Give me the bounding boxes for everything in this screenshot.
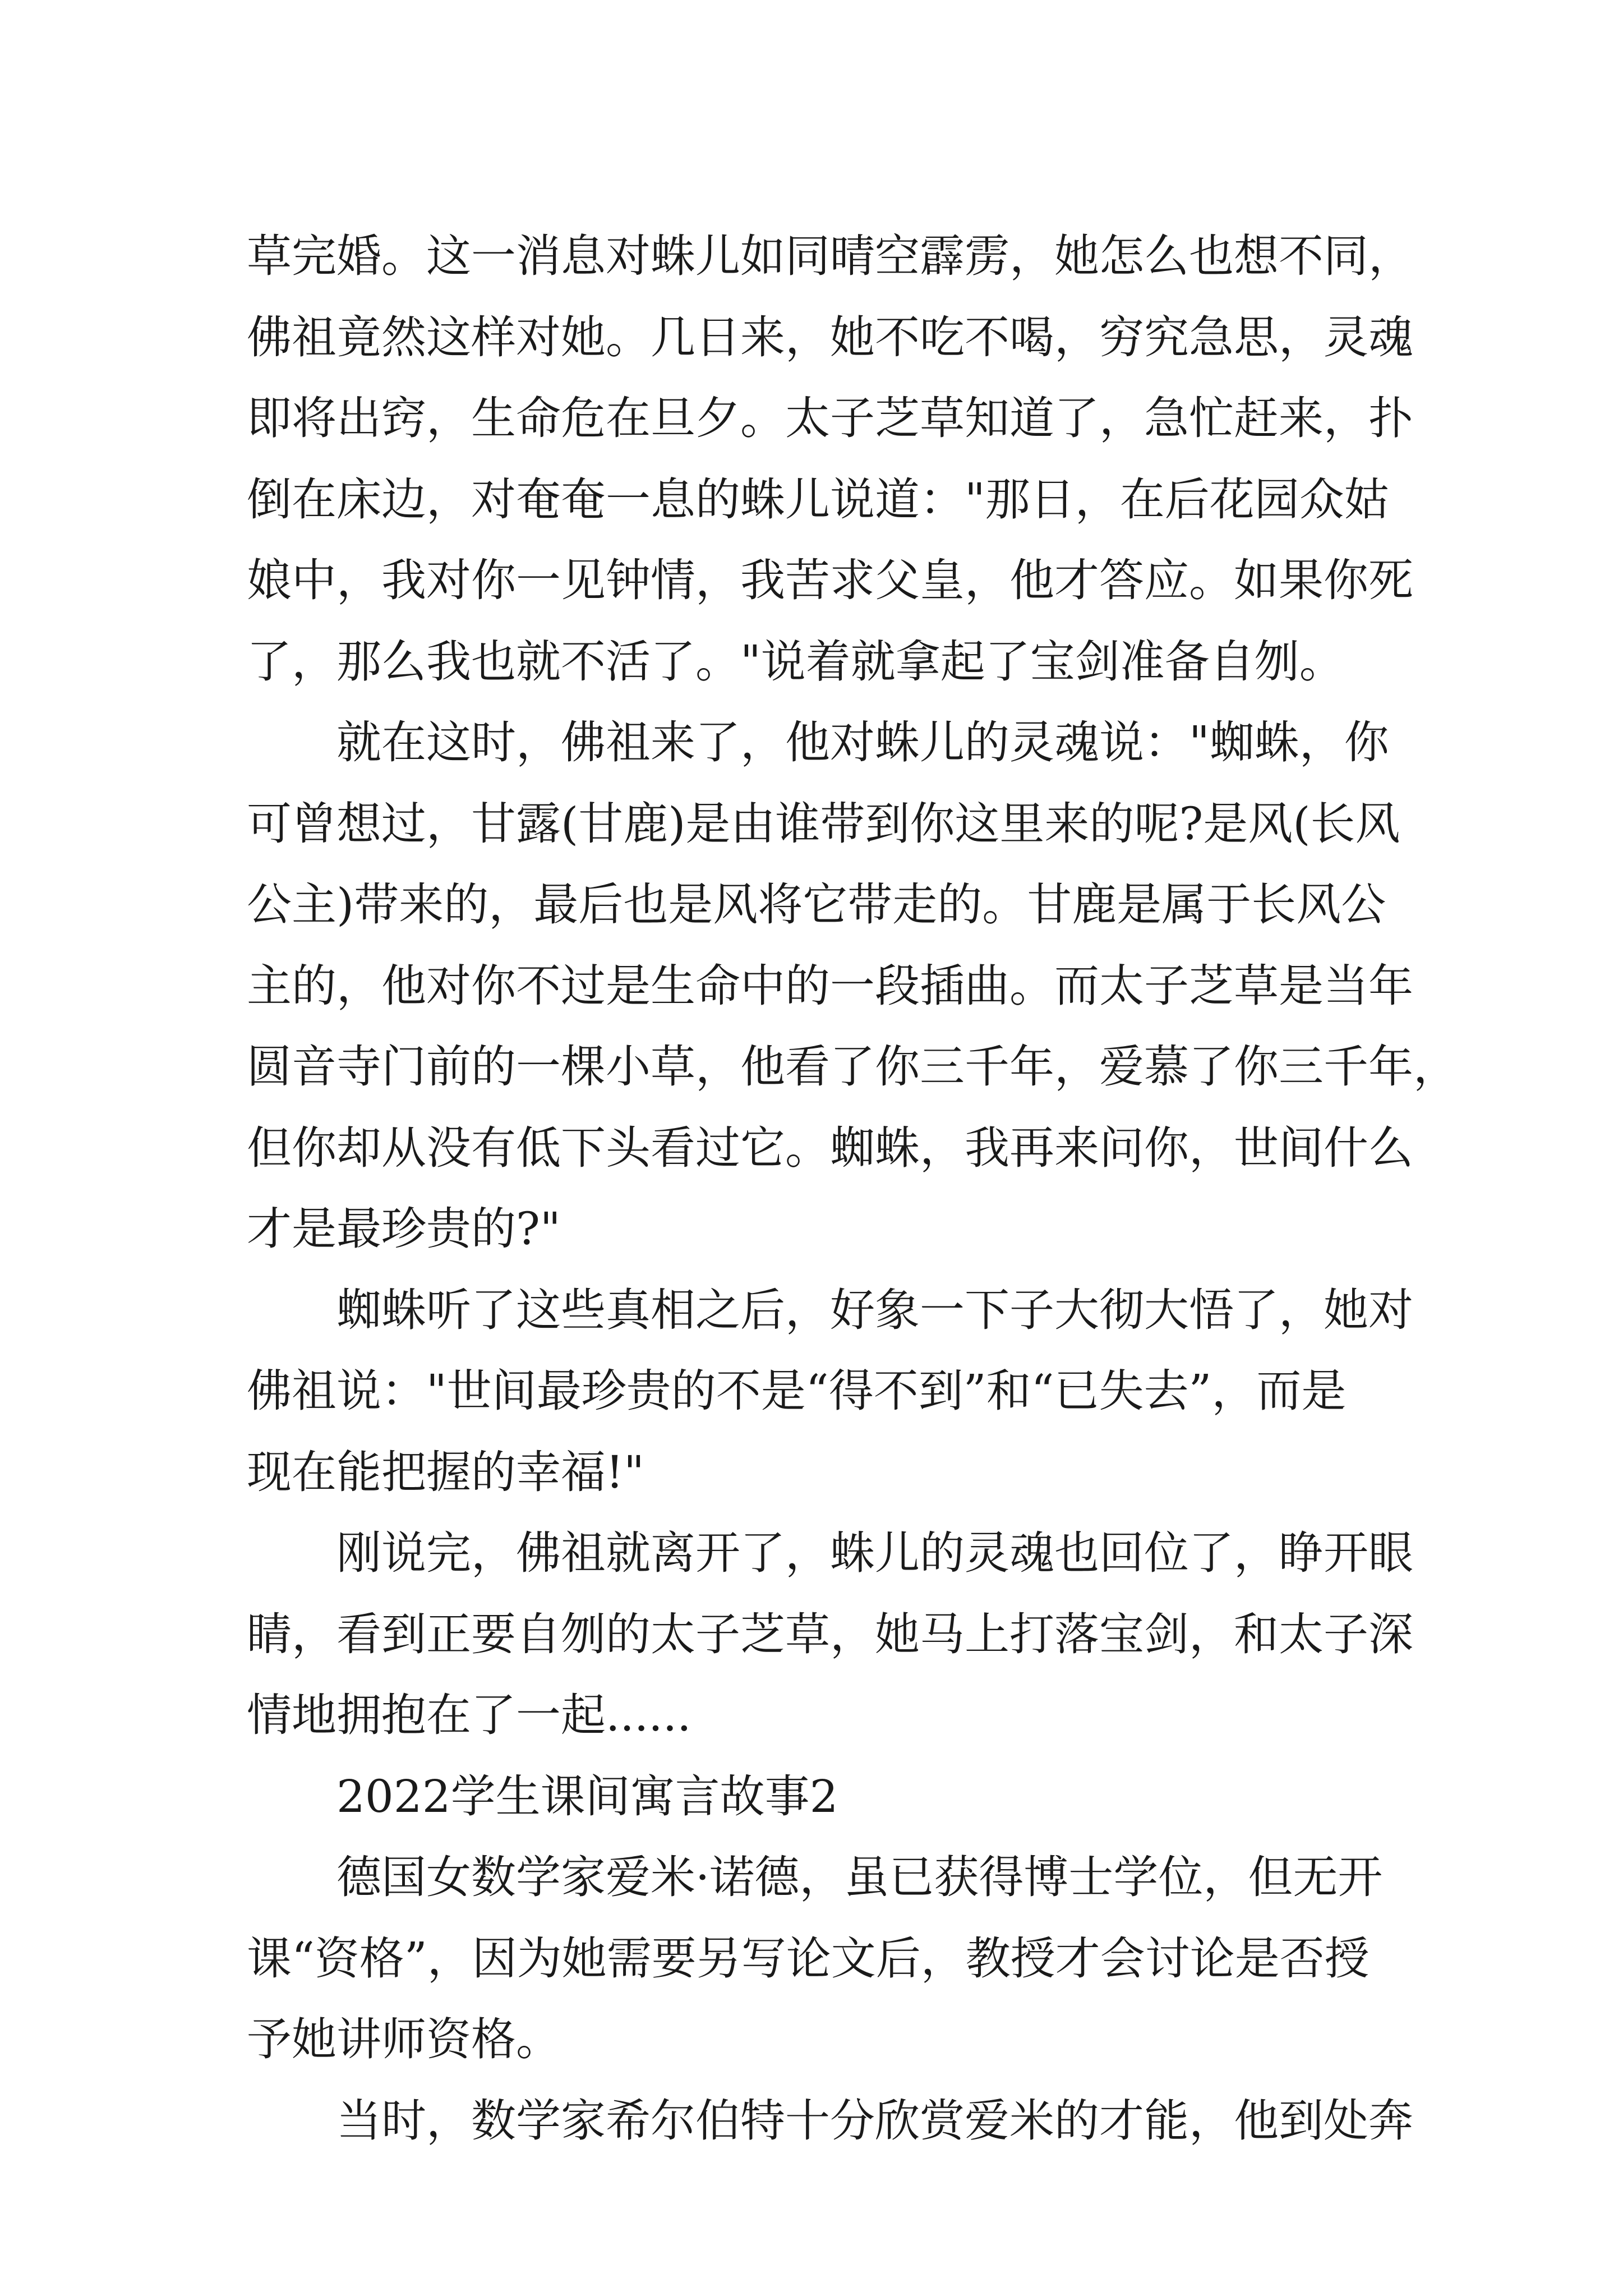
story-text [247,216,1458,2161]
text-line: 佛祖竟然这样对她。几日来，她不吃不喝，穷究急思，灵魂 [247,311,1413,364]
text-line: 德国女数学家爱米·诺德，虽已获得博士学位，但无开 [336,1851,1383,1903]
text-line: 了，那么我也就不活了。"说着就拿起了宝剑准备自刎。 [247,635,1344,688]
text-line: 公主)带来的，最后也是风将它带走的。甘鹿是属于长风公 [247,878,1386,931]
text-line: 主的，他对你不过是生命中的一段插曲。而太子芝草是当年 [247,959,1413,1012]
text-line: 蜘蛛听了这些真相之后，好象一下子大彻大悟了，她对 [336,1283,1413,1336]
text-line: 可曾想过，甘露(甘鹿)是由谁带到你这里来的呢?是风(长风 [247,797,1400,850]
text-line: 予她讲师资格。 [247,2013,561,2065]
heading-line: 2022学生课间寓言故事2 [336,1770,838,1823]
paragraph-noether [247,1837,1391,2081]
text-line: 刚说完，佛祖就离开了，蛛儿的灵魂也回位了，睁开眼 [336,1527,1413,1579]
text-line: 才是最珍贵的?" [247,1203,561,1255]
section-heading [247,1756,1391,1838]
text-line: 佛祖说："世间最珍贵的不是“得不到”和“已失去”，而是 [247,1365,1347,1417]
text-line: 但你却从没有低下头看过它。蜘蛛，我再来问你，世间什么 [247,1121,1413,1174]
paragraph-spider-answer [247,1270,1413,1513]
text-line: 现在能把握的幸福!" [247,1446,644,1498]
paragraph-hilbert [247,2081,1413,2162]
paragraph-ending [247,1513,1413,1756]
text-line: 课“资格”，因为她需要另写论文后，教授才会讨论是否授 [247,1932,1370,1985]
text-line: 倒在床边，对奄奄一息的蛛儿说道："那日，在后花园众姑 [247,473,1389,526]
text-line: 娘中，我对你一见钟情，我苦求父皇，他才答应。如果你死 [247,554,1413,606]
text-line: 睛，看到正要自刎的太子芝草，她马上打落宝剑，和太子深 [247,1608,1413,1660]
text-line: 就在这时，佛祖来了，他对蛛儿的灵魂说："蜘蛛，你 [336,716,1389,769]
text-line: 即将出窍，生命危在旦夕。太子芝草知道了，急忙赶来，扑 [247,392,1413,444]
text-line: 情地拥抱在了一起...... [247,1689,691,1741]
text-line: 草完婚。这一消息对蛛儿如同晴空霹雳，她怎么也想不同， [247,230,1413,282]
text-line: 当时，数学家希尔伯特十分欣赏爱米的才能，他到处奔 [336,2094,1413,2147]
paragraph-buddha-speech [247,702,1458,1270]
paragraph-continuation [247,216,1413,702]
text-line: 圆音寺门前的一棵小草，他看了你三千年，爱慕了你三千年， [247,1041,1458,1093]
